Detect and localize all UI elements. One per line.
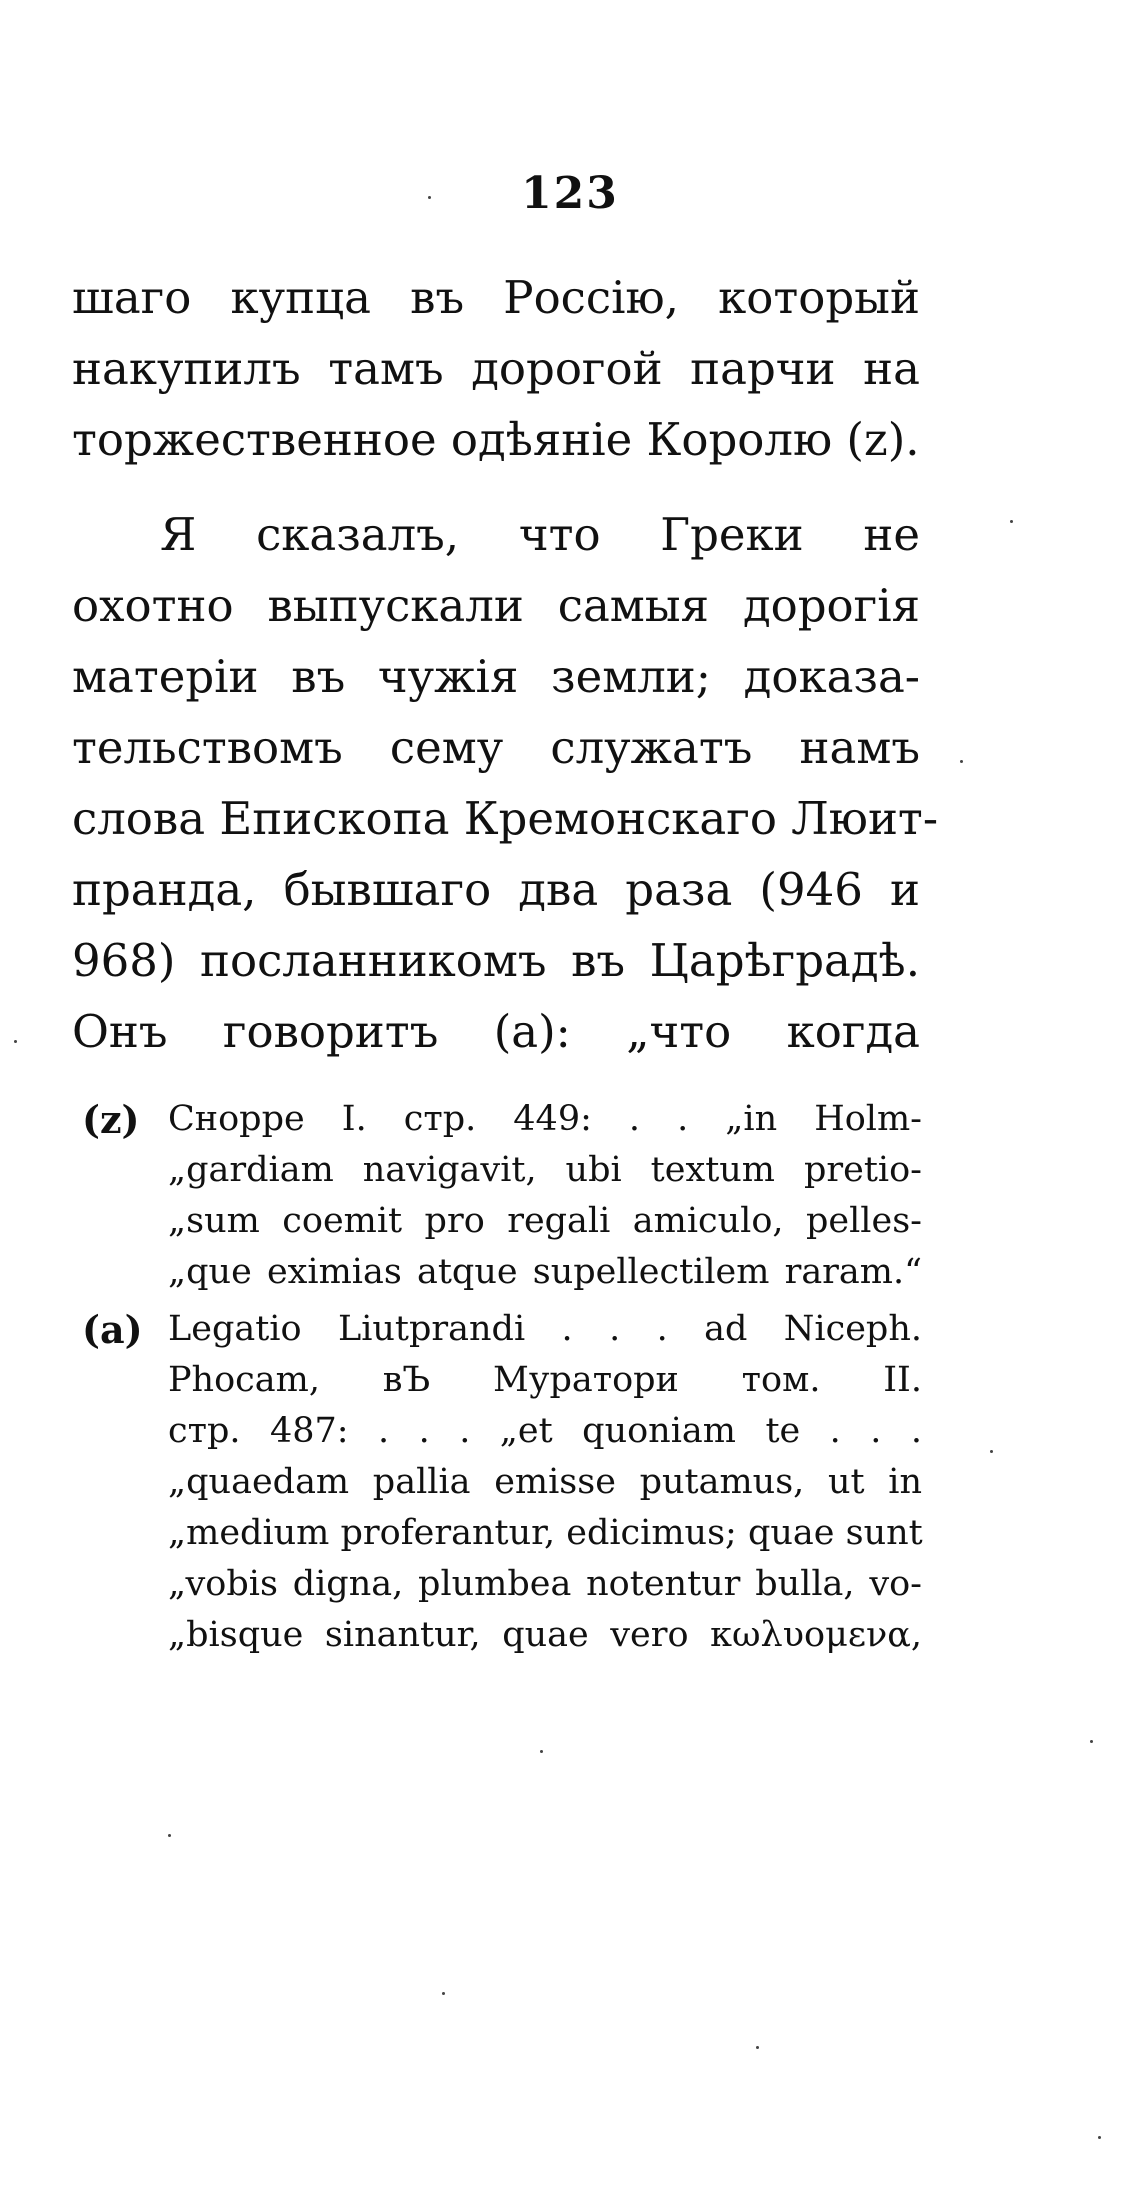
scan-speck	[442, 1992, 445, 1995]
footnote-line: стр. 487: . . . „et quoniam te . . .	[168, 1411, 922, 1451]
text-line: Я сказалъ, что Греки не	[160, 508, 920, 561]
footnote-z	[82, 1094, 922, 1298]
scan-speck	[168, 1834, 171, 1837]
text-line: матеріи въ чужія земли; доказа-	[72, 650, 920, 703]
scan-speck	[428, 196, 431, 199]
text-line: накупилъ тамъ дорогой парчи на	[72, 342, 920, 395]
footnote-line: „medium proferantur, edicimus; quae sunt	[168, 1513, 923, 1553]
scan-speck	[990, 1450, 993, 1453]
footnote-line: „gardiam navigavit, ubi textum pretio-	[168, 1150, 922, 1190]
text-line: 968) посланникомъ въ Царѣградѣ.	[72, 934, 920, 987]
paragraph-2	[72, 499, 939, 1067]
scan-speck	[540, 1750, 543, 1753]
scan-speck	[756, 2046, 759, 2049]
footnote-line: „que eximias atque supellectilem raram.“	[168, 1252, 922, 1292]
footnote-line: Снорре I. стр. 449: . . „in Holm-	[168, 1099, 922, 1139]
footnote-line: „sum coemit pro regali amiculo, pelles-	[168, 1201, 922, 1241]
scan-speck	[14, 1040, 17, 1043]
footnotes	[82, 1094, 922, 1667]
footnote-line: „bisque sinantur, quae vero κωλυομενα,	[168, 1615, 922, 1655]
text-line: шаго купца въ Россію, который	[72, 271, 920, 324]
text-line: торжественное одѣяніе Королю (z).	[72, 413, 920, 466]
scan-speck	[1098, 2136, 1101, 2139]
text-line: охотно выпускали самыя дорогія	[72, 579, 920, 632]
scan-speck	[960, 760, 963, 763]
scan-speck	[1090, 1740, 1093, 1743]
footnote-mark: (z)	[82, 1097, 140, 1142]
text-line: пранда, бывшаго два раза (946 и	[72, 863, 920, 916]
text-line: Онъ говоритъ (а): „что когда	[72, 1005, 920, 1058]
text-line: тельствомъ сему служатъ намъ	[72, 721, 920, 774]
footnote-line: „quaedam pallia emisse putamus, ut in	[168, 1462, 922, 1502]
page-number: 123	[521, 168, 619, 219]
footnote-line: Legatio Liutprandi . . . ad Niceph.	[168, 1309, 922, 1349]
scan-speck	[1010, 520, 1013, 523]
paragraph-1	[72, 262, 920, 475]
text-line: слова Епископа Кремонскаго Люит-	[72, 792, 939, 845]
footnote-line: Phocam, вЪ Муратори том. II.	[168, 1360, 922, 1400]
footnote-line: „vobis digna, plumbea notentur bulla, vo-	[168, 1564, 922, 1604]
footnote-a	[82, 1304, 922, 1661]
footnote-mark: (a)	[82, 1307, 143, 1352]
paragraph-gap	[72, 475, 920, 499]
main-text	[72, 262, 939, 1067]
